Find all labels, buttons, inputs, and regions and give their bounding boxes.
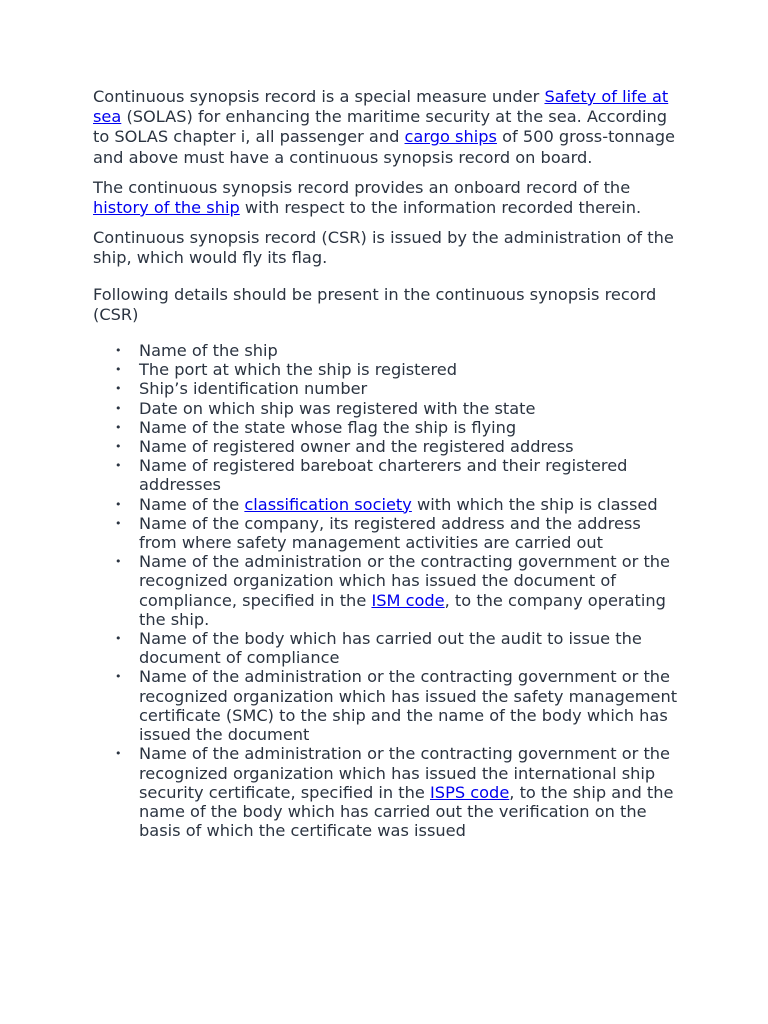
link-isps-code[interactable]: ISPS code <box>430 782 510 802</box>
list-item <box>115 456 683 495</box>
paragraph-intro <box>93 87 683 168</box>
paragraph-history <box>93 178 683 218</box>
list-item <box>115 341 683 361</box>
bullet-icon: • <box>115 670 122 684</box>
bullet-icon: • <box>115 401 122 415</box>
bullet-icon: • <box>115 363 122 377</box>
list-item <box>115 494 683 514</box>
link-history-of-the-ship[interactable]: history of the ship <box>93 198 240 218</box>
bullet-icon: • <box>115 459 122 473</box>
list-item-text: The port at which the ship is registered <box>139 360 457 380</box>
list-item-text: Name of the state whose flag the ship is flying <box>139 417 517 437</box>
bullet-icon: • <box>115 555 122 569</box>
link-ism-code[interactable]: ISM code <box>371 590 445 610</box>
list-item <box>115 667 683 745</box>
list-item-text: Date on which ship was registered with the state <box>139 398 536 418</box>
link-safety-of-life-at-sea[interactable]: Safety of life at sea <box>93 87 669 127</box>
paragraph-details-heading: Following details should be present in the continuous synopsis record (CSR) <box>93 284 657 324</box>
paragraph-issued-by: Continuous synopsis record (CSR) is issued by the administration of the ship, which would fly its flag. <box>93 228 674 268</box>
list-item <box>115 379 683 399</box>
list-item <box>115 744 683 841</box>
bullet-icon: • <box>115 420 122 434</box>
list-item <box>115 360 683 380</box>
bullet-icon: • <box>115 497 122 511</box>
list-item-text: , to the ship and the name of the body which has carried out the verification on the basis of which the certificate was issued <box>139 782 674 841</box>
list-item-text: Name of the <box>139 494 245 514</box>
csr-details-list <box>93 341 683 840</box>
list-item-text: Name of registered bareboat charterers and their registered addresses <box>139 456 628 495</box>
paragraph-text: (SOLAS) for enhancing the maritime security at the sea. According to SOLAS chapter i, all passenger and <box>93 107 668 147</box>
paragraph-text: with respect to the information recorded therein. <box>239 198 642 218</box>
bullet-icon: • <box>115 632 122 646</box>
bullet-icon: • <box>115 516 122 530</box>
list-item-text: Name of registered owner and the registered address <box>139 437 574 457</box>
list-item-text: Name of the administration or the contracting government or the recognized organization which has issued the international ship security certificate, specified in the <box>139 744 671 802</box>
link-cargo-ships[interactable]: cargo ships <box>404 127 497 147</box>
document-content <box>93 87 683 840</box>
link-classification-society[interactable]: classification society <box>244 494 412 514</box>
list-item-text: Name of the body which has carried out the audit to issue the document of compliance <box>139 629 642 668</box>
list-item-text: , to the company operating the ship. <box>139 590 666 629</box>
paragraph-text: The continuous synopsis record provides an onboard record of the <box>93 177 631 197</box>
list-item-text: with which the ship is classed <box>411 494 658 514</box>
list-item-text: Name of the ship <box>139 341 278 361</box>
bullet-icon: • <box>115 344 122 358</box>
list-item-text: Name of the administration or the contracting government or the recognized organization which has issued the safety management certificate (SMC) to the ship and the name of the body which has issued the document <box>139 667 678 745</box>
bullet-icon: • <box>115 382 122 396</box>
list-item <box>115 552 683 629</box>
list-item <box>115 437 683 457</box>
list-item <box>115 417 683 437</box>
list-item-text: Name of the administration or the contracting government or the recognized organization which has issued the document of compliance, specified in the <box>139 552 671 610</box>
list-item <box>115 513 683 553</box>
list-item <box>115 629 683 668</box>
list-item-text: Ship’s identification number <box>139 379 368 399</box>
list-item <box>115 398 683 418</box>
bullet-icon: • <box>115 747 122 761</box>
paragraph-text: of 500 gross-tonnage and above must have a continuous synopsis record on board. <box>93 127 675 167</box>
list-item-text: Name of the company, its registered address and the address from where safety management activities are carried out <box>139 513 641 553</box>
bullet-icon: • <box>115 440 122 454</box>
paragraph-text: Continuous synopsis record is a special measure under <box>93 87 545 106</box>
